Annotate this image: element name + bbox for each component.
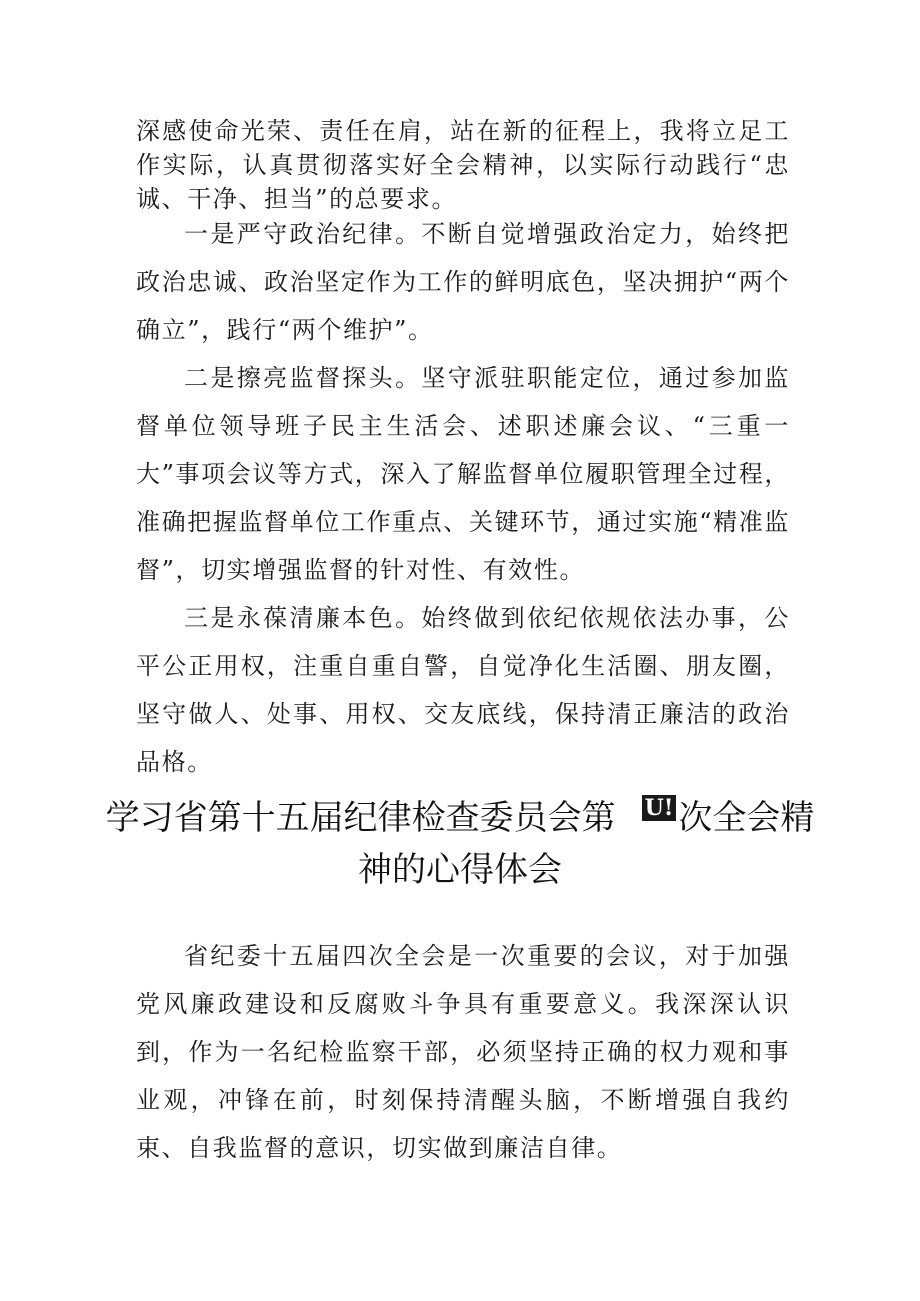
paragraph-body-one: 省纪委十五届四次全会是一次重要的会议，对于加强党风廉政建设和反腐败斗争具有重要意义。我深深认识到，作为一名纪检监察干部，必须坚持正确的权力观和事业观，冲锋在前，时刻保持清醒头脑，不断增强自我约束、自我监督的意识，切实做到廉洁自律。 [136, 942, 790, 1162]
paragraph-point-two: 二是擦亮监督探头。坚守派驻职能定位，通过参加监督单位领导班子民主生活会、述职述廉会议、“三重一大”事项会议等方式，深入了解监督单位履职管理全过程，准确把握监督单位工作重点、关键环节，通过实施“精准监督”，切实增强监督的针对性、有效性。 [136, 364, 790, 584]
paragraph-intro: 深感使命光荣、责任在肩，站在新的征程上，我将立足工作实际，认真贯彻落实好全会精神，以实际行动践行“忠诚、干净、担当”的总要求。 [136, 117, 790, 213]
page-title [100, 792, 820, 896]
title-part-one: 学习省第十五届纪律检查委员会第 [105, 798, 616, 838]
title-artifact-mark: U! [642, 795, 677, 821]
paragraph-point-three: 三是永葆清廉本色。始终做到依纪依规依法办事，公平公正用权，注重自重自警，自觉净化生活圈、朋友圈，坚守做人、处事、用权、交友底线，保持清正廉洁的政治品格。 [136, 604, 790, 776]
title-part-two: 次全会精神的心得体会 [358, 798, 815, 890]
paragraph-point-one: 一是严守政治纪律。不断自觉增强政治定力，始终把政治忠诚、政治坚定作为工作的鲜明底色，坚决拥护“两个确立”，践行“两个维护”。 [136, 220, 790, 344]
